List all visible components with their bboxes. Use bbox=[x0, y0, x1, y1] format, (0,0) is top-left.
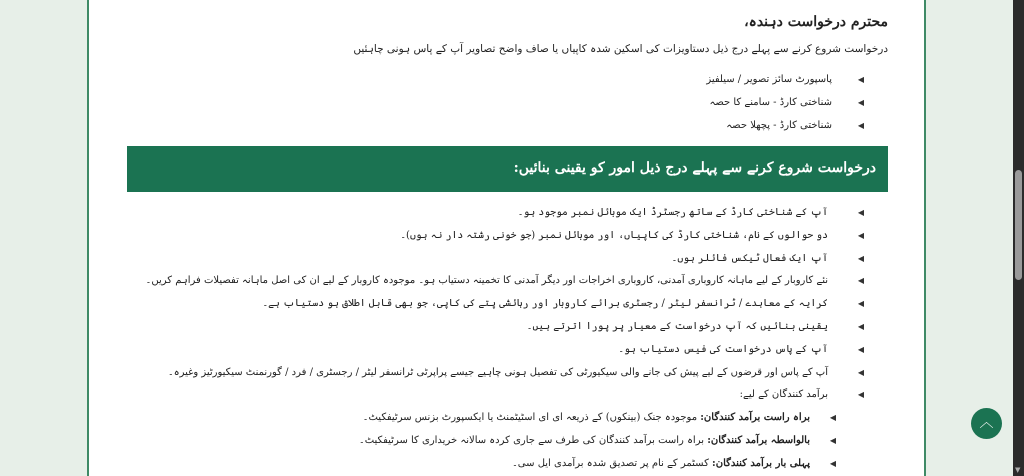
scrollbar[interactable] bbox=[1013, 0, 1024, 476]
list-item: ◀ آپ کے شناختی کارڈ کے ساتھ رجسٹرڈ ایک موبائل نمبر موجود ہو۔ bbox=[145, 202, 868, 225]
documents-list bbox=[706, 68, 888, 137]
exporters-list bbox=[145, 407, 868, 475]
item-text: کسٹمر کے نام پر تصدیق شدہ برآمدی ایل سی۔ bbox=[511, 457, 713, 469]
item-text: براہ راست برآمد کنندگان کی طرف سے جاری کردہ سالانہ خریداری کا سرٹیفکیٹ۔ bbox=[358, 434, 708, 446]
list-item: ◀ کرایہ کے معاہدے / ٹرانسفر لیٹر / رجسٹری برائے کاروبار اور رہائشی پتے کی کاپی، جو بھی قابل اطلاق ہو دستیاب ہے۔ bbox=[145, 293, 868, 316]
item-label: براہ راست برآمد کنندگان: bbox=[700, 412, 810, 424]
list-item bbox=[145, 407, 840, 430]
chevron-up-icon: ︿ bbox=[979, 415, 994, 431]
content-panel bbox=[87, 0, 926, 476]
section-banner: درخواست شروع کرنے سے پہلے درج ذیل امور کو یقینی بنائیں: bbox=[127, 146, 888, 192]
list-item: ◀ آپ کے پاس درخواست کی فیس دستیاب ہو۔ bbox=[145, 339, 868, 362]
scroll-to-top-button[interactable] bbox=[971, 408, 1002, 439]
list-item: ◀ آپ کے پاس اور قرضوں کے لیے پیش کی جانے والی سیکیورٹی کی تفصیل ہونی چاہیے جیسے پراپرٹی ٹرانسفر لیٹر / رجسٹری / فرد / گورنمنٹ سیکیورٹیز وغیرہ۔ bbox=[145, 362, 868, 385]
list-item: ◀ شناختی کارڈ - پچھلا حصہ bbox=[706, 114, 868, 137]
item-label: پہلی بار برآمد کنندگان: bbox=[712, 457, 810, 469]
list-item bbox=[145, 430, 840, 453]
item-label: بالواسطہ برآمد کنندگان: bbox=[707, 434, 810, 446]
list-item: ◀ نئے کاروبار کے لیے ماہانہ کاروباری آمدنی، کاروباری اخراجات اور دیگر آمدنی کا تخمینہ دستیاب ہو۔ موجودہ کاروبار کے لیے ان کی اصل ماہانہ تفصیلات فراہم کریں۔ bbox=[145, 270, 868, 293]
list-item bbox=[145, 453, 840, 476]
scroll-down-arrow-icon[interactable]: ▼ bbox=[1015, 466, 1021, 474]
checklist bbox=[145, 202, 888, 476]
list-item: ◀ شناختی کارڈ - سامنے کا حصہ bbox=[706, 91, 868, 114]
item-text: موجودہ جنک (بینکوں) کے ذریعہ ای ای اسٹیٹمنٹ یا ایکسپورٹ بزنس سرٹیفکیٹ۔ bbox=[362, 412, 701, 424]
list-item: ◀ دو حوالوں کے نام، شناختی کارڈ کی کاپیاں، اور موبائل نمبر (جو خونی رشتہ دار نہ ہوں)۔ bbox=[145, 225, 868, 248]
list-item: ◀ برآمد کنندگان کے لیے: bbox=[145, 384, 868, 407]
list-item: ◀ یقینی بنائیں کہ آپ درخواست کے معیار پر پورا اترتے ہیں۔ bbox=[145, 316, 868, 339]
list-item: ◀ آپ ایک فعال ٹیکس فائلر ہوں۔ bbox=[145, 248, 868, 271]
list-item: ◀ پاسپورٹ سائز تصویر / سیلفیز bbox=[706, 68, 868, 91]
scrollbar-thumb[interactable] bbox=[1015, 170, 1022, 280]
intro-text: درخواست شروع کرنے سے پہلے درج ذیل دستاویزات کی اسکین شدہ کاپیاں یا صاف واضح تصاویر آپ کے پاس ہونی چاہئیں bbox=[353, 43, 888, 55]
greeting-title: محترم درخواست دہندہ، bbox=[744, 14, 888, 30]
